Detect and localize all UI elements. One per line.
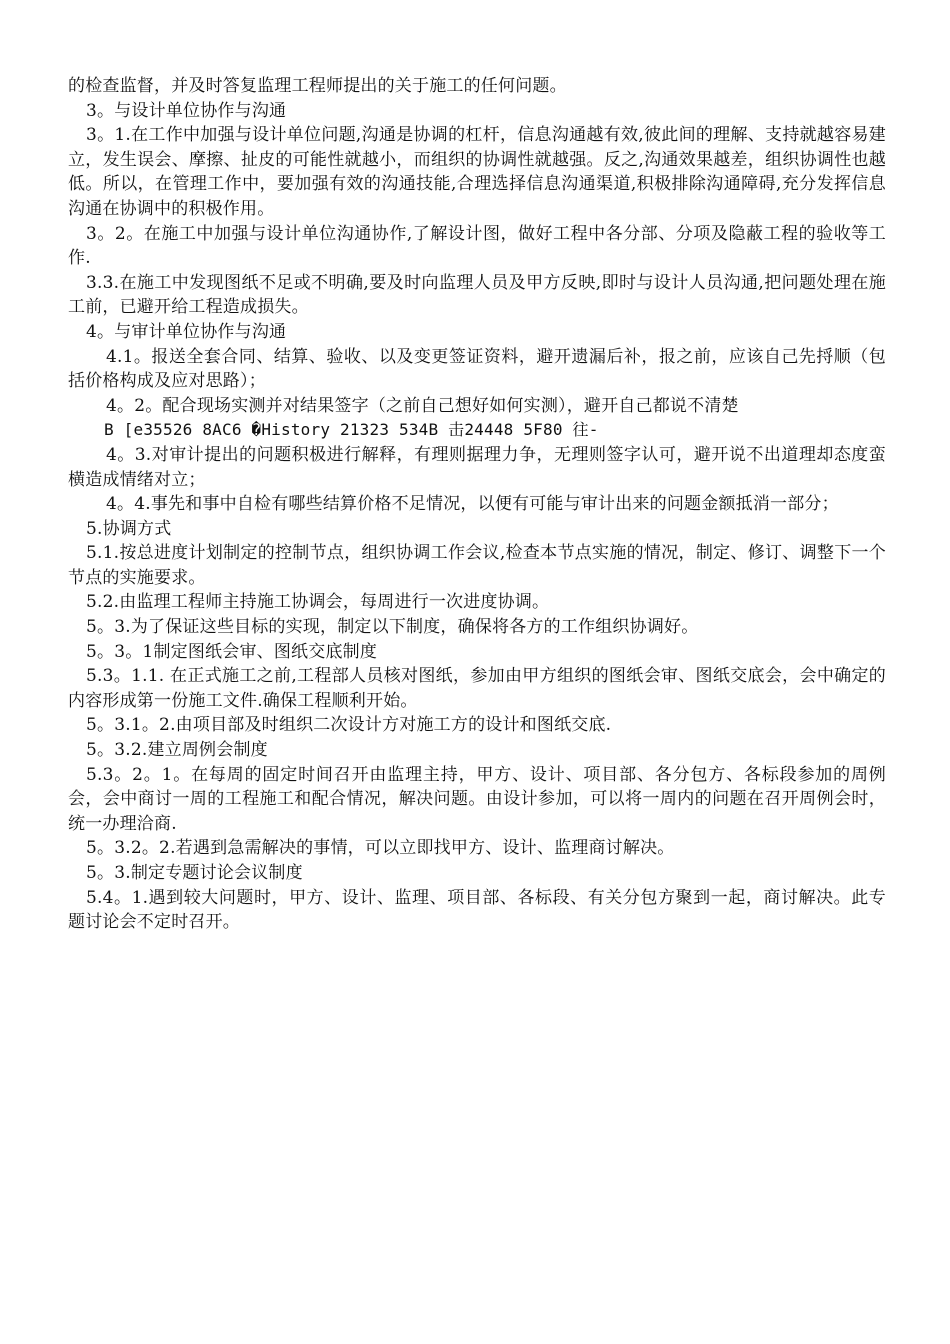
heading-section-5: 5.协调方式: [86, 518, 172, 539]
paragraph-4-1: 4.1。报送全套合同、结算、验收、以及变更签证资料，避开遗漏后补，报之前，应该自己先捋顺（包括价格构成及应对思路）；: [68, 346, 886, 392]
paragraph-continuation: 的检查监督，并及时答复监理工程师提出的关于施工的任何问题。: [68, 76, 567, 96]
paragraph-5-3-2-2: 5。3.2。2.若遇到急需解决的事情，可以立即找甲方、设计、监理商讨解决。: [86, 838, 675, 859]
paragraph-3-2: 3。2。在施工中加强与设计单位沟通协作,了解设计图，做好工程中各分部、分项及隐蔽工程的验收等工作.: [68, 223, 886, 269]
paragraph-3-3: 3.3.在施工中发现图纸不足或不明确,要及时向监理人员及甲方反映,即时与设计人员沟通,把问题处理在施工前，已避开给工程造成损失。: [68, 272, 886, 318]
paragraph-5-2: 5.2.由监理工程师主持施工协调会，每周进行一次进度协调。: [86, 592, 550, 613]
paragraph-4-4: 4。4.事先和事中自检有哪些结算价格不足情况，以便有可能与审计出来的问题金额抵消一部分；: [106, 494, 839, 515]
paragraph-5-3-1-2: 5。3.1。2.由项目部及时组织二次设计方对施工方的设计和图纸交底.: [86, 715, 612, 736]
heading-section-3: 3。与设计单位协作与沟通: [86, 100, 287, 121]
paragraph-5-3-1-1: 5.3。1.1. 在正式施工之前,工程部人员核对图纸，参加由甲方组织的图纸会审、图纸交底会，会中确定的内容形成第一份施工文件.确保工程顺利开始。: [68, 666, 886, 711]
heading-5-3-meeting: 5。3.制定专题讨论会议制度: [86, 863, 303, 883]
garbled-code-line: B [e35526 8AC6 �History 21323 534B 击24448 5F80 往-: [104, 420, 599, 440]
paragraph-5-1: 5.1.按总进度计划制定的控制节点，组织协调工作会议,检查本节点实施的情况，制定、修订、调整下一个节点的实施要求。: [68, 543, 886, 588]
heading-section-4: 4。与审计单位协作与沟通: [86, 321, 287, 342]
document-page: [68, 74, 886, 935]
paragraph-3-1: 3。1.在工作中加强与设计单位问题,沟通是协调的杠杆，信息沟通越有效,彼此间的理解、支持就越容易建立，发生误会、摩擦、扯皮的可能性就越小，而组织的协调性就越强。反之,沟通效果越差，组织协调性也越低。所以，在管理工作中，要加强有效的沟通技能,合理选择信息沟通渠道,积极排除沟通障碍,充分发挥信息沟通在协调中的积极作用。: [68, 125, 886, 219]
heading-5-3-1: 5。3。1制定图纸会审、图纸交底制度: [86, 641, 378, 662]
heading-5-3-2: 5。3.2.建立周例会制度: [86, 740, 268, 761]
paragraph-4-2: 4。2。配合现场实测并对结果签字（之前自己想好如何实测），避开自己都说不清楚: [106, 395, 739, 416]
paragraph-5-4-1: 5.4。1.遇到较大问题时，甲方、设计、监理、项目部、各标段、有关分包方聚到一起，商讨解决。此专题讨论会不定时召开。: [68, 887, 886, 933]
paragraph-5-3-2-1: 5.3。2。1。在每周的固定时间召开由监理主持，甲方、设计、项目部、各分包方、各标段参加的周例会，会中商讨一周的工程施工和配合情况，解决问题。由设计参加，可以将一周内的问题在召开周例会时，统一办理洽商.: [68, 764, 886, 834]
paragraph-4-3: 4。3.对审计提出的问题积极进行解释，有理则据理力争，无理则签字认可，避开说不出道理却态度蛮横造成情绪对立；: [68, 444, 886, 490]
paragraph-5-3: 5。3.为了保证这些目标的实现，制定以下制度，确保将各方的工作组织协调好。: [86, 617, 699, 638]
